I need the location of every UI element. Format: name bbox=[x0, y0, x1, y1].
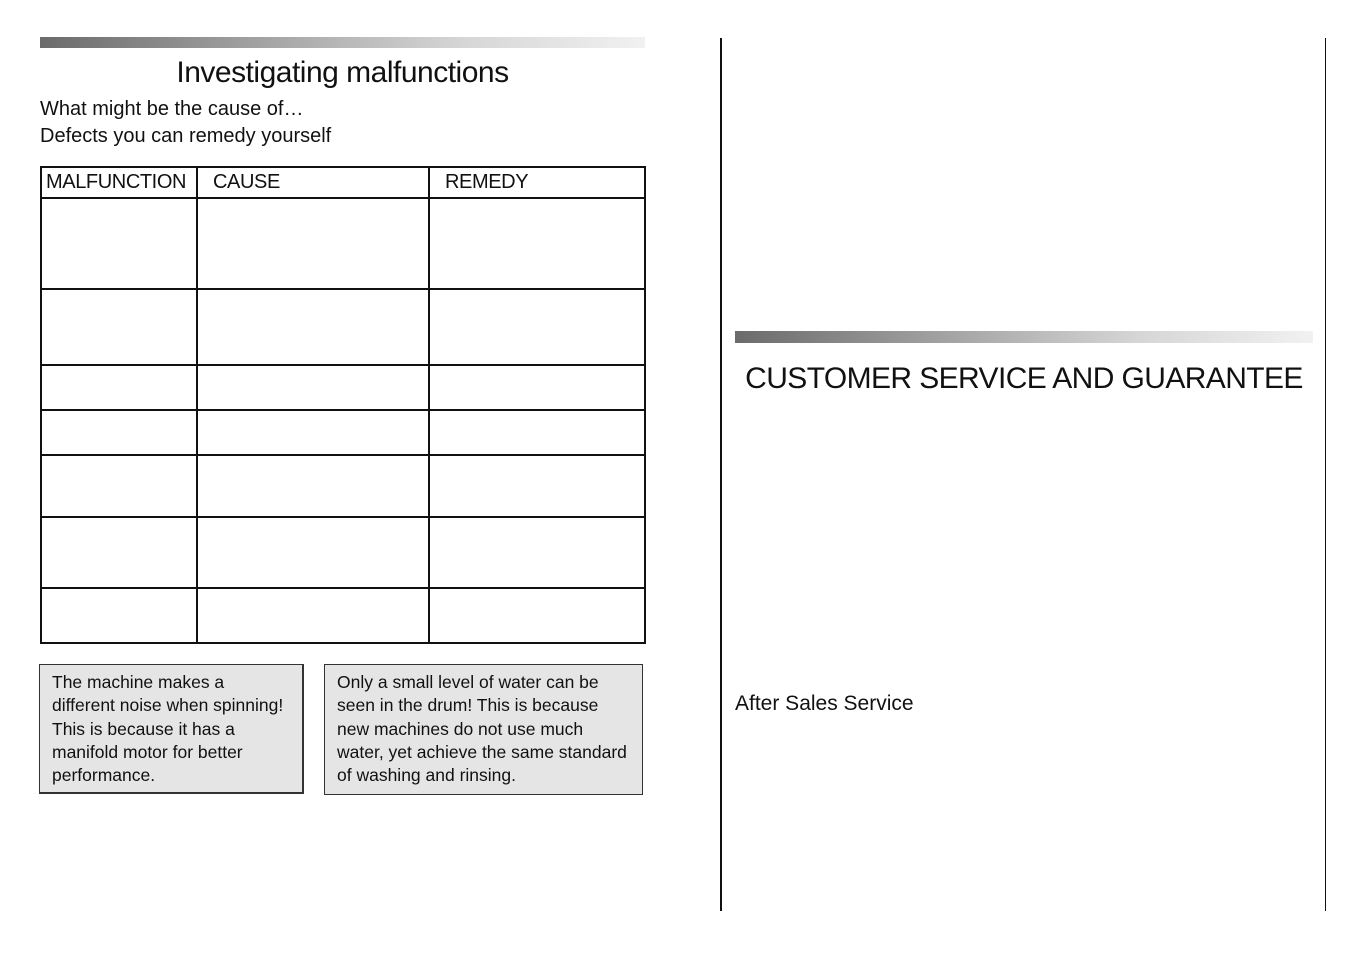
table-cell bbox=[41, 198, 197, 289]
table-row bbox=[41, 198, 645, 289]
table-cell bbox=[41, 410, 197, 455]
page-title: Investigating malfunctions bbox=[176, 56, 509, 89]
table-cell bbox=[41, 455, 197, 517]
table-cell bbox=[197, 198, 429, 289]
table-cell bbox=[429, 588, 645, 643]
table-cell bbox=[429, 198, 645, 289]
table-header-row bbox=[41, 167, 645, 198]
table-cell bbox=[197, 410, 429, 455]
header-bar-left bbox=[40, 37, 645, 48]
header-bar-right bbox=[735, 331, 1313, 343]
note-water-level: Only a small level of water can be seen in the drum! This is because new machines do not use much water, yet achieve the same standard of washing and rinsing. bbox=[324, 664, 643, 795]
table-cell bbox=[197, 588, 429, 643]
table-row bbox=[41, 289, 645, 365]
section-title: CUSTOMER SERVICE AND GUARANTEE bbox=[745, 362, 1303, 395]
table-row bbox=[41, 588, 645, 643]
table-cell bbox=[41, 365, 197, 410]
table-cell bbox=[429, 455, 645, 517]
table-cell bbox=[41, 588, 197, 643]
page-divider bbox=[720, 38, 722, 911]
subtitle: What might be the cause of… bbox=[40, 98, 304, 120]
note-noise: The machine makes a different noise when spinning! This is because it has a manifold motor for better performance. bbox=[39, 664, 304, 794]
table-cell bbox=[429, 517, 645, 588]
malfunction-table bbox=[40, 166, 646, 644]
header-malfunction: MALFUNCTION bbox=[41, 167, 197, 198]
table-row bbox=[41, 410, 645, 455]
table-cell bbox=[197, 455, 429, 517]
right-margin-line bbox=[1325, 38, 1326, 911]
table-row bbox=[41, 455, 645, 517]
table-cell bbox=[197, 517, 429, 588]
header-cause: CAUSE bbox=[197, 167, 429, 198]
table-row bbox=[41, 517, 645, 588]
table-cell bbox=[41, 517, 197, 588]
table-cell bbox=[41, 289, 197, 365]
table-row bbox=[41, 365, 645, 410]
table-cell bbox=[429, 289, 645, 365]
table-cell bbox=[197, 289, 429, 365]
after-sales-heading: After Sales Service bbox=[735, 692, 914, 715]
table-cell bbox=[197, 365, 429, 410]
table-cell bbox=[429, 365, 645, 410]
table-cell bbox=[429, 410, 645, 455]
subtitle-defects: Defects you can remedy yourself bbox=[40, 125, 332, 147]
header-remedy: REMEDY bbox=[429, 167, 645, 198]
